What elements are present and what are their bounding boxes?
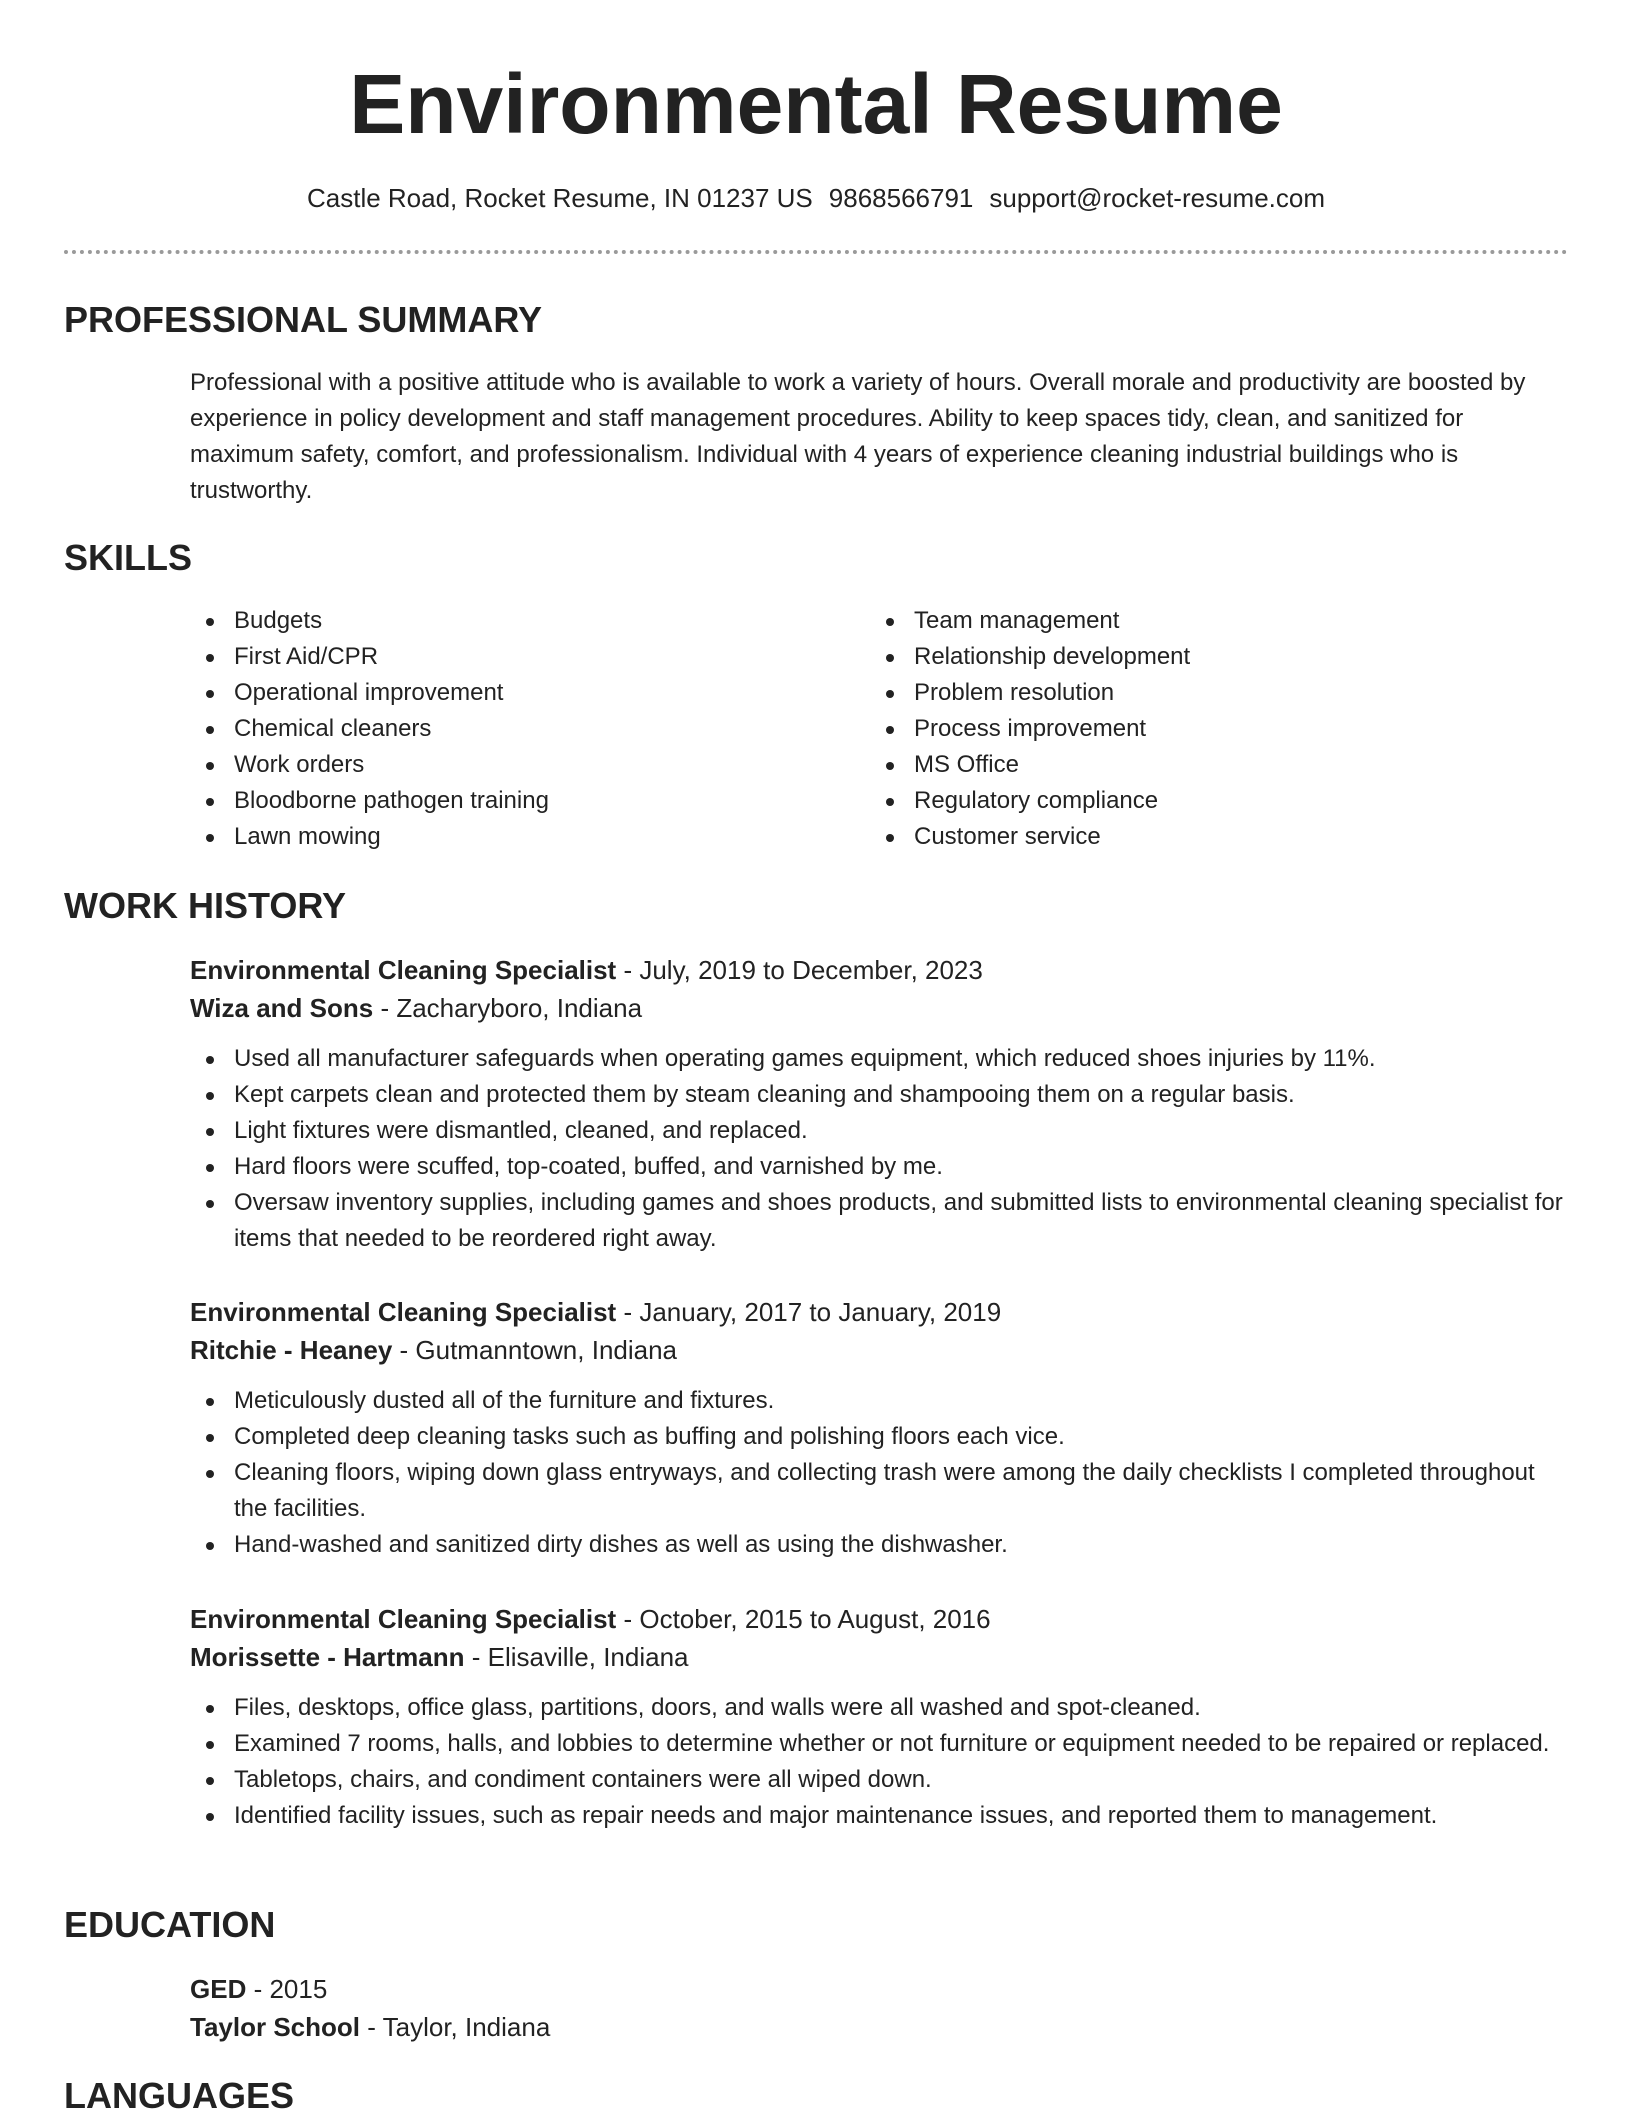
work-heading: WORK HISTORY	[64, 885, 347, 926]
job-bullet: Completed deep cleaning tasks such as buffing and polishing floors each vice.	[190, 1419, 1570, 1455]
job-company: Morissette - Hartmann	[190, 1642, 465, 1672]
job-company: Ritchie - Heaney	[190, 1335, 393, 1365]
skill-item: Team management	[870, 603, 1530, 639]
job-title-line	[190, 1293, 1570, 1331]
job-entry	[190, 1600, 1570, 1834]
job-dates: - October, 2015 to August, 2016	[616, 1604, 991, 1634]
skill-item: MS Office	[870, 747, 1530, 783]
contact-email: support@rocket-resume.com	[989, 183, 1326, 213]
summary-heading: PROFESSIONAL SUMMARY	[64, 299, 543, 340]
education-entry	[190, 1970, 1570, 2046]
job-bullet: Light fixtures were dismantled, cleaned, and replaced.	[190, 1113, 1570, 1149]
skill-item: Regulatory compliance	[870, 783, 1530, 819]
job-bullet: Hand-washed and sanitized dirty dishes as well as using the dishwasher.	[190, 1527, 1570, 1563]
job-bullet: Hard floors were scuffed, top-coated, buffed, and varnished by me.	[190, 1149, 1570, 1185]
job-location: - Elisaville, Indiana	[464, 1642, 689, 1672]
job-bullet: Tabletops, chairs, and condiment containers were all wiped down.	[190, 1762, 1570, 1798]
job-title-line	[190, 1600, 1570, 1638]
job-entry	[190, 951, 1570, 1257]
job-bullet: Identified facility issues, such as repair needs and major maintenance issues, and reported them to management.	[190, 1798, 1570, 1834]
skills-list-left	[190, 603, 850, 855]
skill-item: Customer service	[870, 819, 1530, 855]
education-school: Taylor School	[190, 2012, 360, 2042]
job-bullet: Meticulously dusted all of the furniture and fixtures.	[190, 1383, 1570, 1419]
skill-item: Work orders	[190, 747, 850, 783]
job-role: Environmental Cleaning Specialist	[190, 955, 617, 985]
skill-item: Bloodborne pathogen training	[190, 783, 850, 819]
job-bullet: Kept carpets clean and protected them by steam cleaning and shampooing them on a regular basis.	[190, 1077, 1570, 1113]
job-title-line	[190, 951, 1570, 989]
job-bullet: Examined 7 rooms, halls, and lobbies to determine whether or not furniture or equipment needed to be repaired or replaced.	[190, 1726, 1570, 1762]
skill-item: Chemical cleaners	[190, 711, 850, 747]
skills-list-right	[870, 603, 1530, 855]
job-company: Wiza and Sons	[190, 993, 374, 1023]
job-role: Environmental Cleaning Specialist	[190, 1604, 617, 1634]
job-company-line	[190, 1331, 1570, 1369]
job-dates: - January, 2017 to January, 2019	[616, 1297, 1002, 1327]
skill-item: Budgets	[190, 603, 850, 639]
skill-item: Process improvement	[870, 711, 1530, 747]
job-location: - Gutmanntown, Indiana	[392, 1335, 678, 1365]
job-location: - Zacharyboro, Indiana	[373, 993, 643, 1023]
education-degree-line	[190, 1970, 1570, 2008]
languages-heading: LANGUAGES	[64, 2075, 295, 2116]
job-bullet: Used all manufacturer safeguards when operating games equipment, which reduced shoes injuries by 11%.	[190, 1041, 1570, 1077]
contact-phone: 9868566791	[828, 183, 974, 213]
skill-item: Operational improvement	[190, 675, 850, 711]
job-dates: - July, 2019 to December, 2023	[616, 955, 983, 985]
contact-line	[64, 180, 1568, 216]
job-bullets	[190, 1041, 1570, 1257]
contact-address: Castle Road, Rocket Resume, IN 01237 US	[306, 183, 813, 213]
job-role: Environmental Cleaning Specialist	[190, 1297, 617, 1327]
job-company-line	[190, 989, 1570, 1027]
skill-item: Problem resolution	[870, 675, 1530, 711]
skill-item: Lawn mowing	[190, 819, 850, 855]
job-bullets	[190, 1690, 1570, 1834]
skill-item: Relationship development	[870, 639, 1530, 675]
education-school-line	[190, 2008, 1570, 2046]
job-bullet: Oversaw inventory supplies, including games and shoes products, and submitted lists to environmental cleaning specialist for items that needed to be reordered right away.	[190, 1185, 1570, 1257]
summary-text: Professional with a positive attitude who is available to work a variety of hours. Overall morale and productivity are boosted by experience in policy development and staff management procedures. Ability to keep spaces tidy, clean, and sanitized for maximum safety, comfort, and professionalism. Individual with 4 years of experience cleaning industrial buildings who is trustworthy.	[190, 369, 1526, 504]
job-bullets	[190, 1383, 1570, 1563]
job-entry	[190, 1293, 1570, 1563]
skill-item: First Aid/CPR	[190, 639, 850, 675]
education-degree: GED	[190, 1974, 247, 2004]
education-year: - 2015	[246, 1974, 328, 2004]
education-location: - Taylor, Indiana	[360, 2012, 551, 2042]
job-bullet: Cleaning floors, wiping down glass entryways, and collecting trash were among the daily checklists I completed throughout the facilities.	[190, 1455, 1570, 1527]
job-bullet: Files, desktops, office glass, partitions, doors, and walls were all washed and spot-cleaned.	[190, 1690, 1570, 1726]
resume-name: Environmental Resume	[349, 57, 1283, 151]
skills-heading: SKILLS	[64, 537, 193, 578]
header-divider	[64, 250, 1568, 254]
education-heading: EDUCATION	[64, 1904, 276, 1945]
job-company-line	[190, 1638, 1570, 1676]
